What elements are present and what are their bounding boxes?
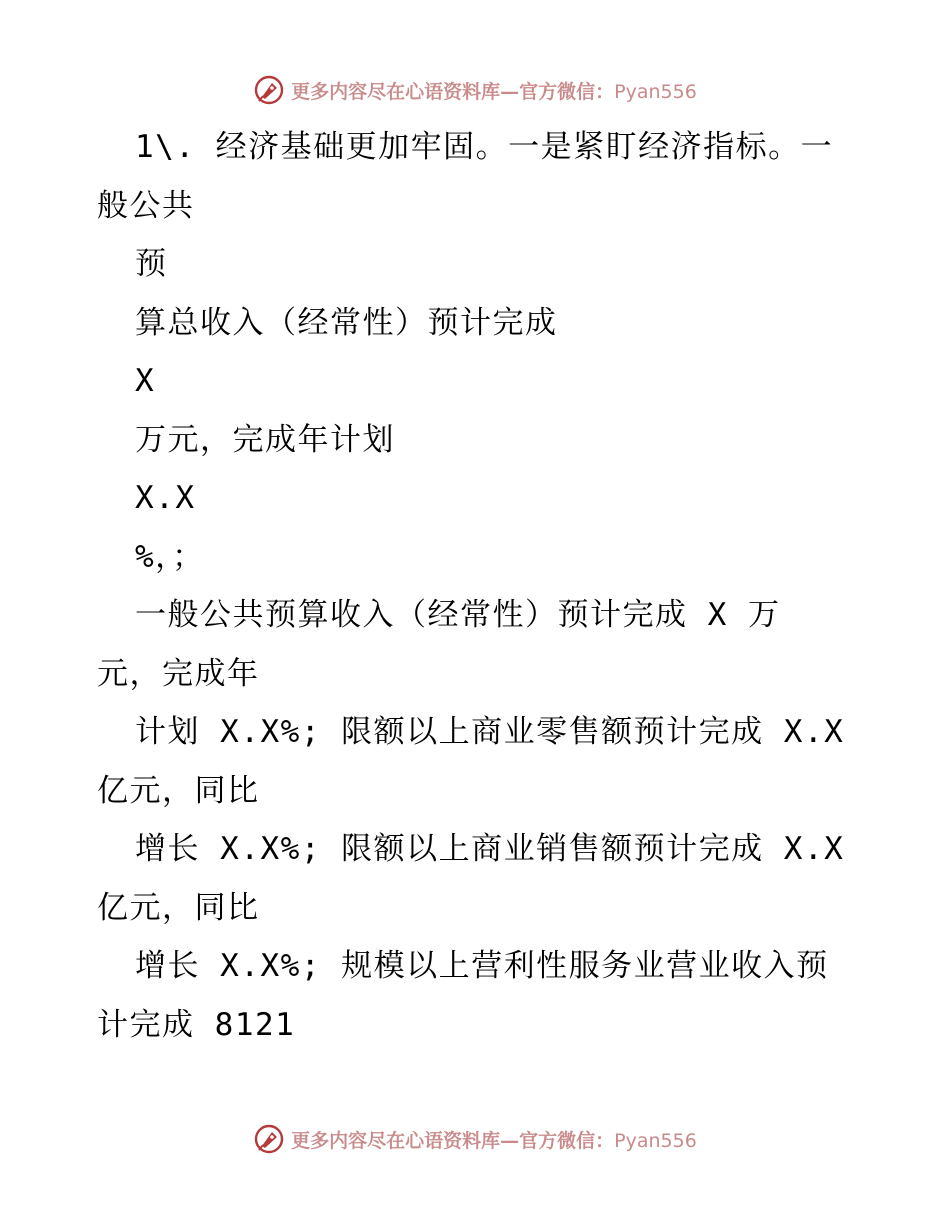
text-line: 1\. 经济基础更加牢固。一是紧盯经济指标。一 <box>135 129 834 165</box>
text-line: X.X <box>135 480 196 516</box>
text-line: 计划 X.X%; 限额以上商业零售额预计完成 X.X <box>135 714 845 750</box>
text-line: 亿元，同比 <box>97 772 260 809</box>
header-banner-text <box>291 77 697 104</box>
text-line: 一般公共预算收入（经常性）预计完成 X 万 <box>135 597 781 633</box>
footer-banner-inner <box>253 1123 697 1155</box>
text-line: 增长 X.X%; 规模以上营利性服务业营业收入预 <box>135 948 829 984</box>
text-line: 元，完成年 <box>97 655 260 692</box>
text-line: 亿元，同比 <box>97 889 260 926</box>
header-banner-id: Pyan556 <box>614 80 697 103</box>
text-line: 般公共 <box>97 187 195 224</box>
text-line: 算总收入（经常性）预计完成 <box>135 304 558 341</box>
text-line: 增长 X.X%; 限额以上商业销售额预计完成 X.X <box>135 831 845 867</box>
footer-banner-cn: 更多内容尽在心语资料库—官方微信： <box>291 1129 615 1152</box>
header-banner-inner <box>253 74 697 106</box>
header-banner-cn: 更多内容尽在心语资料库—官方微信： <box>291 80 615 103</box>
footer-banner-text <box>291 1126 697 1153</box>
text-line: 计完成 8121 <box>97 1006 296 1043</box>
pen-nib-logo-icon <box>253 74 285 106</box>
text-line: X <box>135 363 156 399</box>
header-banner <box>0 70 950 110</box>
footer-banner <box>0 1119 950 1159</box>
text-line: 预 <box>135 246 168 282</box>
document-body <box>97 118 857 1054</box>
text-line: 万元，完成年计划 <box>135 421 395 458</box>
text-line: %，； <box>135 538 205 575</box>
pen-nib-logo-icon <box>253 1123 285 1155</box>
footer-banner-id: Pyan556 <box>614 1129 697 1152</box>
